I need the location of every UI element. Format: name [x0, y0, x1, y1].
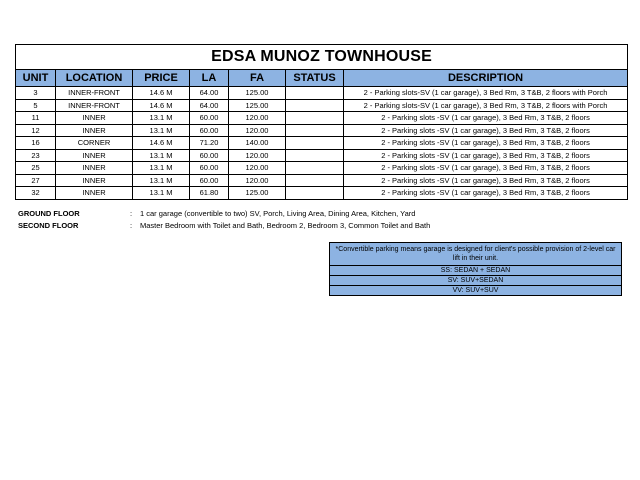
description-cell: 2 - Parking slots-SV (1 car garage), 3 Bed Rm, 3 T&B, 2 floors with Porch — [344, 87, 628, 100]
table-row — [16, 137, 628, 150]
table-row — [16, 112, 628, 125]
la-cell: 61.80 — [190, 187, 229, 200]
title-row — [16, 45, 628, 70]
ground-floor-text: 1 car garage (convertible to two) SV, Porch, Living Area, Dining Area, Kitchen, Yard — [140, 209, 416, 218]
status-cell — [286, 99, 344, 112]
ground-floor-label: GROUND FLOOR — [18, 209, 80, 218]
column-header-unit: UNIT — [16, 70, 56, 87]
unit-cell: 16 — [16, 137, 56, 150]
listing-sheet — [15, 44, 627, 200]
table-row — [16, 149, 628, 162]
unit-cell: 32 — [16, 187, 56, 200]
column-header-la: LA — [190, 70, 229, 87]
description-cell: 2 - Parking slots -SV (1 car garage), 3 Bed Rm, 3 T&B, 2 floors — [344, 174, 628, 187]
la-cell: 60.00 — [190, 149, 229, 162]
listing-table — [15, 44, 628, 200]
table-row — [16, 124, 628, 137]
status-cell — [286, 149, 344, 162]
location-cell: INNER — [56, 112, 133, 125]
second-floor-text: Master Bedroom with Toilet and Bath, Bedroom 2, Bedroom 3, Common Toilet and Bath — [140, 221, 431, 230]
description-cell: 2 - Parking slots -SV (1 car garage), 3 Bed Rm, 3 T&B, 2 floors — [344, 162, 628, 175]
column-header-price: PRICE — [133, 70, 190, 87]
description-cell: 2 - Parking slots-SV (1 car garage), 3 Bed Rm, 3 T&B, 2 floors with Porch — [344, 99, 628, 112]
la-cell: 64.00 — [190, 87, 229, 100]
fa-cell: 125.00 — [229, 99, 286, 112]
la-cell: 60.00 — [190, 162, 229, 175]
page-title: EDSA MUNOZ TOWNHOUSE — [16, 45, 628, 70]
legend-ss: SS: SEDAN + SEDAN — [330, 266, 622, 276]
location-cell: INNER-FRONT — [56, 99, 133, 112]
la-cell: 60.00 — [190, 124, 229, 137]
price-cell: 13.1 M — [133, 187, 190, 200]
price-cell: 13.1 M — [133, 112, 190, 125]
floor-details — [18, 208, 430, 232]
fa-cell: 120.00 — [229, 174, 286, 187]
table-row — [16, 187, 628, 200]
status-cell — [286, 174, 344, 187]
description-cell: 2 - Parking slots -SV (1 car garage), 3 Bed Rm, 3 T&B, 2 floors — [344, 137, 628, 150]
status-cell — [286, 137, 344, 150]
description-cell: 2 - Parking slots -SV (1 car garage), 3 Bed Rm, 3 T&B, 2 floors — [344, 124, 628, 137]
status-cell — [286, 87, 344, 100]
column-header-description: DESCRIPTION — [344, 70, 628, 87]
unit-cell: 11 — [16, 112, 56, 125]
fa-cell: 125.00 — [229, 187, 286, 200]
location-cell: INNER — [56, 174, 133, 187]
description-cell: 2 - Parking slots -SV (1 car garage), 3 Bed Rm, 3 T&B, 2 floors — [344, 187, 628, 200]
price-cell: 13.1 M — [133, 162, 190, 175]
table-row — [16, 162, 628, 175]
unit-cell: 23 — [16, 149, 56, 162]
status-cell — [286, 162, 344, 175]
status-cell — [286, 187, 344, 200]
legend-note: *Convertible parking means garage is designed for client's possible provision of 2-level car lift in their unit. — [330, 243, 622, 266]
legend-vv: VV: SUV+SUV — [330, 286, 622, 296]
second-floor-row — [18, 220, 430, 232]
description-cell: 2 - Parking slots -SV (1 car garage), 3 Bed Rm, 3 T&B, 2 floors — [344, 149, 628, 162]
fa-cell: 120.00 — [229, 149, 286, 162]
second-floor-separator: : — [130, 221, 133, 230]
fa-cell: 140.00 — [229, 137, 286, 150]
ground-floor-row — [18, 208, 430, 220]
location-cell: INNER — [56, 124, 133, 137]
unit-cell: 12 — [16, 124, 56, 137]
ground-floor-separator: : — [130, 209, 133, 218]
header-row — [16, 70, 628, 87]
parking-legend — [329, 242, 622, 296]
price-cell: 13.1 M — [133, 149, 190, 162]
column-header-status: STATUS — [286, 70, 344, 87]
location-cell: CORNER — [56, 137, 133, 150]
price-cell: 14.6 M — [133, 87, 190, 100]
unit-cell: 25 — [16, 162, 56, 175]
location-cell: INNER-FRONT — [56, 87, 133, 100]
fa-cell: 120.00 — [229, 124, 286, 137]
price-cell: 14.6 M — [133, 99, 190, 112]
unit-cell: 5 — [16, 99, 56, 112]
la-cell: 64.00 — [190, 99, 229, 112]
location-cell: INNER — [56, 187, 133, 200]
legend-sv: SV: SUV+SEDAN — [330, 276, 622, 286]
column-header-fa: FA — [229, 70, 286, 87]
price-cell: 14.6 M — [133, 137, 190, 150]
la-cell: 71.20 — [190, 137, 229, 150]
unit-cell: 27 — [16, 174, 56, 187]
fa-cell: 125.00 — [229, 87, 286, 100]
la-cell: 60.00 — [190, 174, 229, 187]
fa-cell: 120.00 — [229, 162, 286, 175]
price-cell: 13.1 M — [133, 124, 190, 137]
table-row — [16, 99, 628, 112]
location-cell: INNER — [56, 162, 133, 175]
price-cell: 13.1 M — [133, 174, 190, 187]
la-cell: 60.00 — [190, 112, 229, 125]
table-row — [16, 87, 628, 100]
fa-cell: 120.00 — [229, 112, 286, 125]
description-cell: 2 - Parking slots -SV (1 car garage), 3 Bed Rm, 3 T&B, 2 floors — [344, 112, 628, 125]
column-header-location: LOCATION — [56, 70, 133, 87]
table-row — [16, 174, 628, 187]
unit-cell: 3 — [16, 87, 56, 100]
status-cell — [286, 124, 344, 137]
location-cell: INNER — [56, 149, 133, 162]
second-floor-label: SECOND FLOOR — [18, 221, 79, 230]
status-cell — [286, 112, 344, 125]
